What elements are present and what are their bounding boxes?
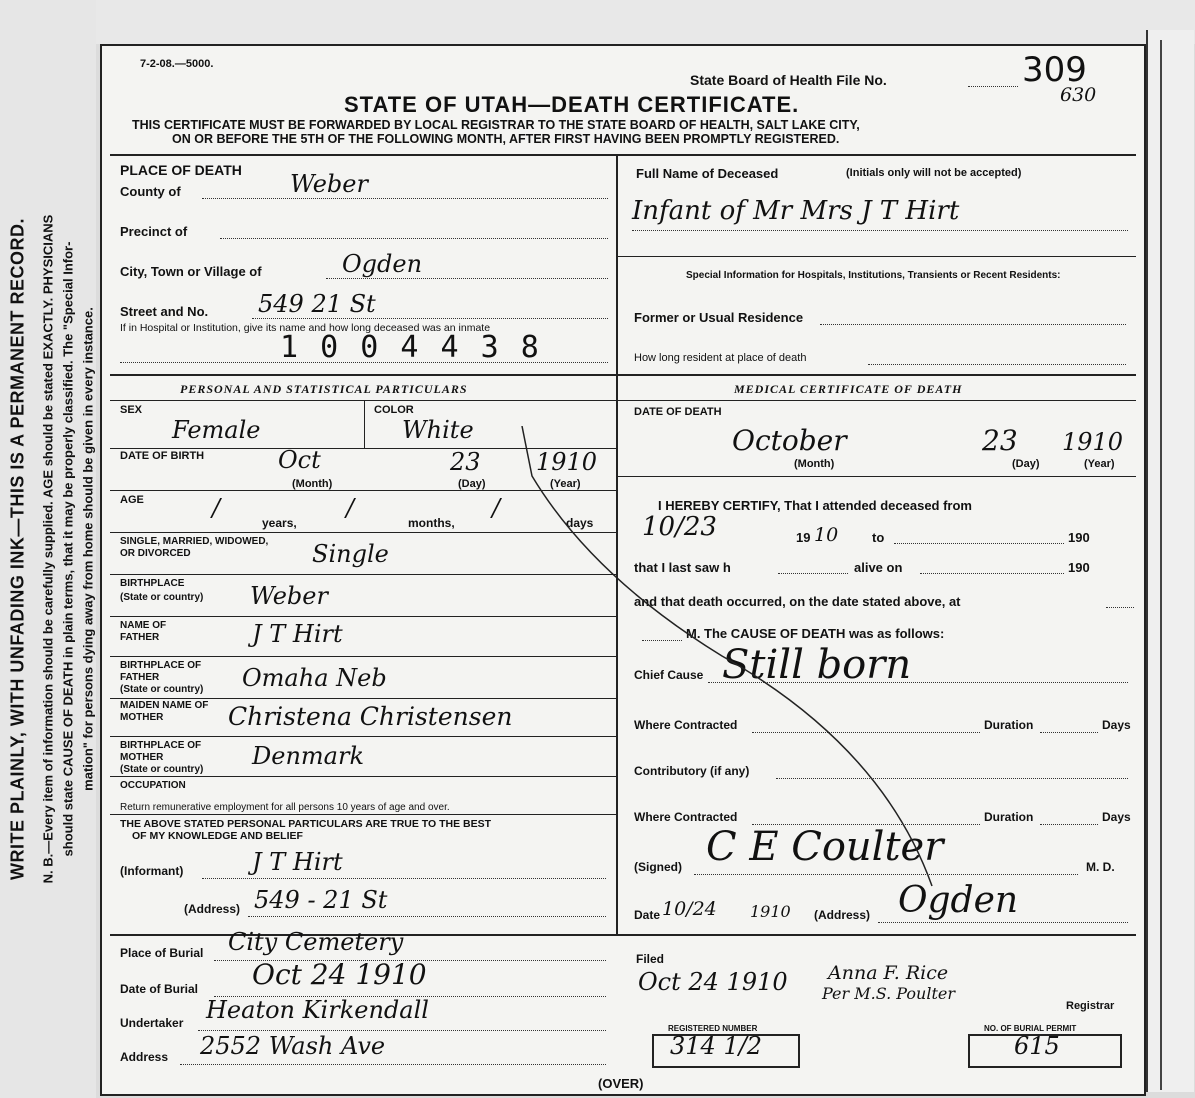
last-saw-label: that I last saw h — [634, 560, 731, 575]
age-label: AGE — [120, 494, 144, 506]
birthplace-sub: (State or country) — [120, 592, 204, 603]
filed-value: Oct 24 1910 — [638, 968, 788, 996]
over-label: (OVER) — [598, 1076, 644, 1091]
stamp-number: 1 0 0 4 4 3 8 — [280, 330, 541, 365]
occupation-note: Return remunerative employment for all persons 10 years of age and over. — [120, 802, 450, 813]
age-days-label: days — [566, 516, 594, 530]
death-occurred-label: and that death occurred, on the date stated above, at — [634, 594, 961, 609]
days-label-2: Days — [1102, 810, 1131, 824]
notice-line-2: ON OR BEFORE THE 5TH OF THE FOLLOWING MONTH, AFTER FIRST HAVING BEEN PROMPTLY REGISTERED. — [172, 132, 840, 146]
cause-heading: M. The CAUSE OF DEATH was as follows: — [686, 626, 945, 641]
dob-year-caption: (Year) — [550, 478, 581, 490]
permit-label: NO. OF BURIAL PERMIT — [984, 1024, 1077, 1033]
precinct-label: Precinct of — [120, 224, 188, 239]
informant-label: (Informant) — [120, 864, 184, 878]
chief-cause-value: Still born — [722, 642, 912, 688]
form-code: 7-2-08.—5000. — [140, 58, 214, 70]
marital-label: SINGLE, MARRIED, WIDOWED, OR DIVORCED — [120, 536, 269, 559]
how-long-label: How long resident at place of death — [634, 352, 807, 364]
side-text-permanent: WRITE PLAINLY, WITH UNFADING INK—THIS IS A PERMANENT RECORD. — [7, 217, 28, 881]
dod-day-caption: (Day) — [1012, 458, 1040, 470]
father-value: J T Hirt — [252, 620, 343, 648]
reg-number-label: REGISTERED NUMBER — [668, 1024, 758, 1033]
place-of-death-heading: PLACE OF DEATH — [120, 162, 242, 178]
mother-label: MAIDEN NAME OF MOTHER — [120, 700, 209, 723]
father-birth-sub: (State or country) — [120, 684, 204, 695]
marital-value: Single — [312, 540, 389, 568]
dob-day: 23 — [450, 448, 481, 476]
md-label: M. D. — [1086, 860, 1115, 874]
where-contracted-label-2: Where Contracted — [634, 810, 738, 824]
registrar-signature: Anna F. Rice — [828, 962, 949, 984]
street-value: 549 21 St — [258, 290, 376, 318]
physician-address-label: (Address) — [814, 908, 871, 922]
pen-stroke-marks — [502, 426, 945, 926]
undertaker-address-value: 2552 Wash Ave — [200, 1032, 386, 1060]
occupation-label: OCCUPATION — [120, 780, 186, 791]
reg-number-value: 314 1/2 — [670, 1032, 763, 1060]
street-label: Street and No. — [120, 304, 209, 319]
physician-address-value: Ogden — [898, 880, 1019, 921]
dod-day: 23 — [982, 424, 1018, 457]
registrar-signature-2: Per M.S. Poulter — [822, 984, 955, 1003]
dod-month-caption: (Month) — [794, 458, 835, 470]
dod-year-caption: (Year) — [1084, 458, 1115, 470]
informant-address-value: 549 - 21 St — [254, 886, 388, 914]
age-years-label: years, — [262, 516, 297, 530]
dob-day-caption: (Day) — [458, 478, 486, 490]
mother-value: Christena Christensen — [228, 702, 513, 731]
color-label: COLOR — [374, 404, 414, 416]
birthplace-value: Weber — [250, 582, 328, 610]
contributory-label: Contributory (if any) — [634, 764, 750, 778]
county-value: Weber — [290, 170, 368, 198]
father-label: NAME OF FATHER — [120, 620, 167, 643]
side-text-cause: should state CAUSE OF DEATH in plain terms, that it may be properly classified. The "Special Infor- — [60, 241, 76, 857]
burial-place-label: Place of Burial — [120, 946, 204, 960]
file-no-label: State Board of Health File No. — [690, 72, 887, 88]
certificate-form: 7-2-08.—5000. State Board of Health File No. 309 630 STATE OF UTAH—DEATH CERTIFICATE. THIS CERTIFICATE MUST BE FORWARDED BY LOCAL REGISTRAR TO THE STATE BOARD OF HEALTH, SALT LAKE CITY, ON OR BEFORE THE 5TH OF THE FOLLOWING MONTH, AFTER FIRST HAVING BEEN PROMPTLY REGISTERED. PLACE OF DEATH County of Weber Precinct of City, Town or Village of Ogden Street and No. 549 21 St If in Hospital or Institution, give its name and how long deceased was an inmate 1 0 0 4 4 3 8 Full Name of Deceased (Initials only will not be accepted) Infant of Mr Mrs J T Hirt Special Information for Hospitals, Institutions, Transients or Recent Residents: Former or Usual Residence How long resident at place of death PERSONAL AND STATISTICAL PARTICULARS SEX Female COLOR White DATE OF BIRTH Oct 23 1910 (Month) (Day) (Year) AGE / years, / months, / days SINGLE, MARRIED, WIDOWED, OR DIVORCED Single BIRTHPLACE (State or country) Weber NAME OF FATHER J T Hirt BIRTHPLACE OF FATHER (State or country) Omaha Neb MAIDEN NAME OF MOTHER Christena Christensen BIRTHPLACE OF MOTHER (State or country) Denmark OCCUPATION Return remunerative employment for all persons 10 years of age and over. THE ABOVE STATED PERSONAL PARTICULARS ARE TRUE TO THE BEST OF MY KNOWLEDGE AND BELIEF (Informant) J T Hirt (Address) 549 - 21 St MEDICAL CERTIFICATE OF DEATH DATE OF DEATH October 23 1910 (Month) (Day) (Year) I HEREBY CERTIFY, That I attended deceased from 10/23 19 10 to 190 that I last saw h alive on 190 and that death occurred, on the date stated above, at M. The CAUSE OF DEATH was as follows: Chief Cause Still born Where Contracted Duration Days Contributory (if any) Where Contracted Duration Days (Signed) C E Coulter M. D. Date 10/24 1910 (Address) Ogden Place of Burial City Cemetery Date of Burial Oct 24 1910 Undertaker Heaton Kirkendall Address 2552 Wash Ave Filed Oct 24 1910 Anna F. Rice Per M.S. Poulter Registrar REGISTERED NUMBER 314 1/2 NO. OF BURIAL PERMIT 615 (OVER) — [100, 44, 1146, 1096]
dod-label: DATE OF DEATH — [634, 406, 722, 418]
from-year: 10 — [814, 524, 839, 546]
informant-address-label: (Address) — [184, 902, 241, 916]
city-label: City, Town or Village of — [120, 264, 262, 279]
personal-heading: PERSONAL AND STATISTICAL PARTICULARS — [180, 382, 468, 396]
dob-label: DATE OF BIRTH — [120, 450, 205, 462]
burial-date-label: Date of Burial — [120, 982, 199, 996]
permit-value: 615 — [1014, 1032, 1060, 1060]
mother-birth-value: Denmark — [252, 742, 364, 770]
page-edge — [1146, 30, 1194, 1092]
to-year-blank: 190 — [1068, 530, 1090, 545]
where-contracted-label-1: Where Contracted — [634, 718, 738, 732]
duration-label-1: Duration — [984, 718, 1034, 732]
attest-line-1: THE ABOVE STATED PERSONAL PARTICULARS ARE TRUE TO THE BEST — [120, 818, 492, 830]
burial-place-value: City Cemetery — [228, 928, 404, 956]
city-value: Ogden — [342, 250, 423, 278]
undertaker-label: Undertaker — [120, 1016, 184, 1030]
dob-year: 1910 — [536, 448, 598, 476]
father-birth-label: BIRTHPLACE OF FATHER — [120, 660, 202, 683]
page-edge-line — [1160, 40, 1162, 1090]
side-instructions — [0, 0, 96, 1098]
dob-month-caption: (Month) — [292, 478, 333, 490]
certify-line: I HEREBY CERTIFY, That I attended deceased from — [658, 498, 972, 513]
sex-value: Female — [172, 416, 261, 444]
age-months-label: months, — [408, 516, 455, 530]
scan-top-margin — [0, 0, 1195, 44]
color-value: White — [402, 416, 474, 444]
page-title: STATE OF UTAH—DEATH CERTIFICATE. — [344, 92, 800, 117]
side-text-special: mation" for persons dying away from home should be given in every instance. — [80, 307, 96, 791]
deceased-name-value: Infant of Mr Mrs J T Hirt — [632, 196, 960, 226]
deceased-name-label: Full Name of Deceased — [636, 166, 779, 181]
to-label: to — [872, 530, 885, 545]
filed-label: Filed — [636, 952, 665, 966]
hospital-note: If in Hospital or Institution, give its name and how long deceased was an inmate — [120, 322, 491, 334]
alive-year-blank: 190 — [1068, 560, 1090, 575]
from-year-prefix: 19 — [796, 530, 811, 545]
side-text-nb: N. B.—Every item of information should be carefully supplied. AGE should be stated EXACTLY. PHYSICIANS — [40, 214, 56, 884]
notice-line-1: THIS CERTIFICATE MUST BE FORWARDED BY LOCAL REGISTRAR TO THE STATE BOARD OF HEALTH, SALT LAKE CITY, — [132, 118, 860, 132]
birthplace-label: BIRTHPLACE — [120, 578, 185, 589]
signed-date-label: Date — [634, 908, 661, 922]
informant-value: J T Hirt — [252, 848, 343, 876]
mother-birth-label: BIRTHPLACE OF MOTHER — [120, 740, 202, 763]
attest-line-2: OF MY KNOWLEDGE AND BELIEF — [132, 830, 303, 842]
signed-date-year: 1910 — [750, 902, 791, 921]
county-label: County of — [120, 184, 181, 199]
duration-label-2: Duration — [984, 810, 1034, 824]
dob-month: Oct — [278, 446, 321, 474]
father-birth-value: Omaha Neb — [242, 664, 387, 692]
chief-cause-label: Chief Cause — [634, 668, 704, 682]
deceased-name-note: (Initials only will not be accepted) — [846, 167, 1022, 179]
special-info-label: Special Information for Hospitals, Institutions, Transients or Recent Residents: — [686, 270, 1061, 281]
physician-signature: C E Coulter — [706, 824, 944, 870]
alive-on-label: alive on — [854, 560, 903, 575]
undertaker-address-label: Address — [120, 1050, 169, 1064]
sex-label: SEX — [120, 404, 143, 416]
dod-year: 1910 — [1062, 428, 1124, 456]
dod-month: October — [732, 424, 847, 457]
file-no-value: 309 — [1022, 50, 1087, 90]
registrar-label: Registrar — [1066, 1000, 1115, 1012]
mother-birth-sub: (State or country) — [120, 764, 204, 775]
burial-date-value: Oct 24 1910 — [252, 958, 427, 991]
attended-from: 10/23 — [642, 512, 717, 542]
days-label-1: Days — [1102, 718, 1131, 732]
former-residence-label: Former or Usual Residence — [634, 310, 804, 325]
signed-label: (Signed) — [634, 860, 682, 874]
undertaker-value: Heaton Kirkendall — [206, 996, 429, 1024]
file-no-value-2: 630 — [1060, 84, 1097, 106]
medical-heading: MEDICAL CERTIFICATE OF DEATH — [734, 382, 963, 396]
signed-date-value: 10/24 — [662, 898, 717, 920]
